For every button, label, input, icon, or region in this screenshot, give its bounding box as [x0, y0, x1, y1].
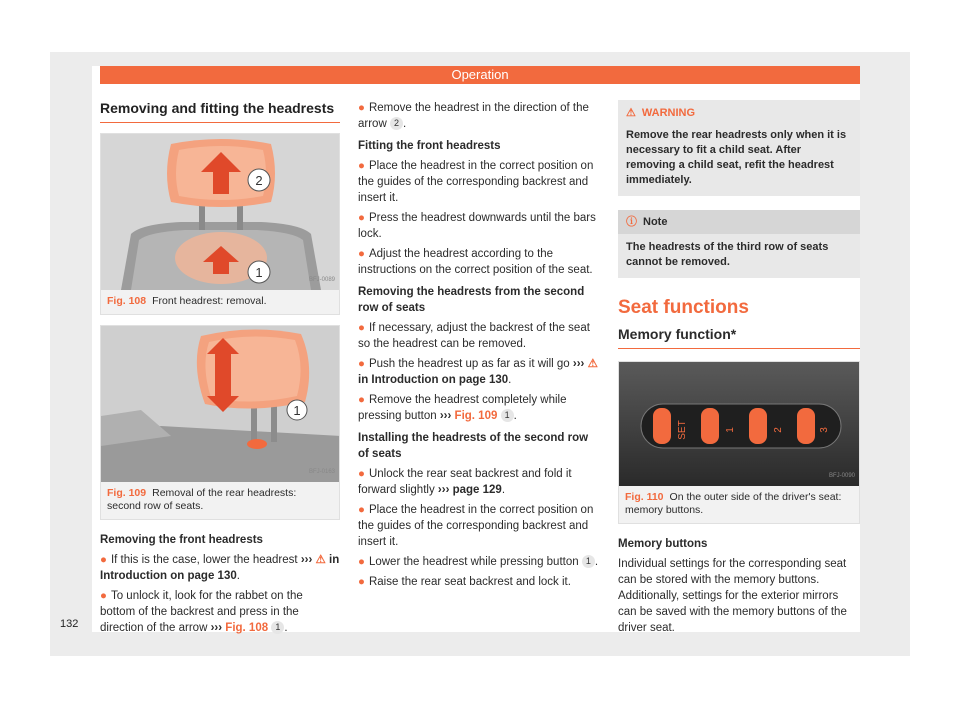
number-badge: 1	[501, 409, 514, 422]
column-right	[618, 100, 860, 636]
memory-buttons-illustration	[619, 362, 859, 486]
figure-code: BFJ-0089	[308, 277, 335, 283]
caption-text: Front headrest: removal.	[152, 295, 267, 307]
headrest-rear-illustration	[101, 326, 339, 482]
callout-2: 2	[255, 173, 263, 188]
note-title: Note	[643, 216, 668, 228]
bullet-item: ● Push the headrest up as far as it will go ››› ⚠ in Introduction on page 130.	[358, 358, 598, 386]
figure-code: BFJ-0090	[828, 473, 855, 479]
heading-fit-front: Fitting the front headrests	[358, 140, 501, 152]
bullet-item: ● Place the headrest in the correct position on the guides of the corresponding backrest and insert it.	[358, 160, 594, 204]
figure-108	[100, 133, 340, 315]
number-badge: 1	[271, 621, 284, 634]
memory-text: Individual settings for the corresponding seat can be stored with the memory buttons. Additionally, settings for the exterior mirrors can be saved with the memory buttons of the driver seat.	[618, 558, 847, 634]
section-title: Removing and fitting the headrests	[100, 100, 340, 123]
page-number: 132	[60, 618, 79, 630]
memory-button-2-label: 2	[773, 427, 784, 433]
number-badge: 2	[390, 117, 403, 130]
figure-reference-link[interactable]: ››› Fig. 109	[439, 410, 498, 422]
figure-label: Fig. 109	[107, 487, 147, 499]
bullet-item: ● Press the headrest downwards until the bars lock.	[358, 212, 596, 240]
headrest-rear-image	[101, 326, 339, 482]
heading-remove-front: Removing the front headrests	[100, 534, 263, 546]
headrest-front-image	[101, 134, 339, 290]
bullet-item: ● Unlock the rear seat backrest and fold it forward slightly ››› page 129.	[358, 468, 572, 496]
caption-text: Removal of the rear headrests: second row of seats.	[107, 487, 297, 512]
bullet-item: ● Remove the headrest completely while pressing button ››› Fig. 109 1 .	[358, 394, 567, 422]
warning-header	[618, 100, 860, 126]
note-header	[618, 210, 860, 234]
figure-caption	[101, 290, 339, 314]
heading-memory-buttons: Memory buttons	[618, 538, 708, 550]
heading-remove-second-row: Removing the headrests from the second row of seats	[358, 286, 585, 314]
number-badge: 1	[582, 555, 595, 568]
bullet-item: ● If necessary, adjust the backrest of the seat so the headrest can be removed.	[358, 322, 590, 350]
bullet-item: ● If this is the case, lower the headrest ››› ⚠ in Introduction on page 130.	[100, 554, 340, 582]
cross-reference-link[interactable]: ››› ⚠ in Introduction on page 130	[100, 554, 340, 582]
memory-buttons-image	[619, 362, 859, 486]
headrest-front-illustration	[101, 134, 339, 290]
header-title: Operation	[100, 66, 860, 84]
page-reference-link[interactable]: ››› page 129	[437, 484, 502, 496]
note-box	[618, 210, 860, 278]
figure-caption	[101, 482, 339, 519]
caption-text: On the outer side of the driver's seat: memory buttons.	[625, 491, 842, 516]
warning-title: WARNING	[641, 107, 696, 119]
column-middle	[358, 100, 602, 594]
bullet-item: ● Adjust the headrest according to the instructions on the correct position of the seat.	[358, 248, 593, 276]
section-title: Seat functions	[618, 297, 749, 318]
bullet-item: ● Lower the headrest while pressing button 1 .	[358, 556, 599, 568]
memory-button-1-label: 1	[725, 427, 736, 433]
callout-1: 1	[293, 403, 301, 418]
figure-label: Fig. 108	[107, 295, 147, 307]
warning-icon: ⚠	[626, 107, 636, 119]
bullet-dot: ●	[100, 590, 107, 602]
bullet-dot: ●	[100, 554, 107, 566]
figure-caption	[619, 486, 859, 523]
bullet-item: ● Remove the headrest in the direction of the arrow 2 .	[358, 102, 589, 130]
figure-label: Fig. 110	[625, 491, 664, 503]
subsection-title: Memory function*	[618, 326, 860, 349]
set-button-label: SET	[677, 420, 688, 440]
figure-reference-link[interactable]: ››› Fig. 108	[210, 622, 269, 634]
memory-button-3-label: 3	[819, 427, 830, 433]
figure-code: BFJ-0163	[308, 469, 335, 475]
bullet-item: ● To unlock it, look for the rabbet on the bottom of the backrest and press in the direction of the arrow ››› Fig. 108 1 .	[100, 590, 303, 634]
info-icon: ⓘ	[626, 216, 637, 228]
cross-reference-link[interactable]: ››› ⚠ in Introduction on page 130	[358, 358, 598, 386]
warning-box	[618, 100, 860, 196]
callout-1: 1	[255, 265, 263, 280]
warning-body: Remove the rear headrests only when it is necessary to fit a child seat. After removing a child seat, refit the headrest immediately.	[626, 129, 847, 186]
column-left	[100, 100, 340, 640]
figure-109	[100, 325, 340, 520]
figure-110	[618, 361, 860, 524]
heading-install-second-row: Installing the headrests of the second row of seats	[358, 432, 589, 460]
warning-icon: ⚠	[587, 358, 598, 370]
note-body: The headrests of the third row of seats cannot be removed.	[626, 241, 829, 268]
bullet-item: ● Place the headrest in the correct position on the guides of the corresponding backrest and insert it.	[358, 504, 594, 548]
bullet-item: ● Raise the rear seat backrest and lock it.	[358, 576, 571, 588]
warning-icon: ⚠	[315, 554, 326, 566]
